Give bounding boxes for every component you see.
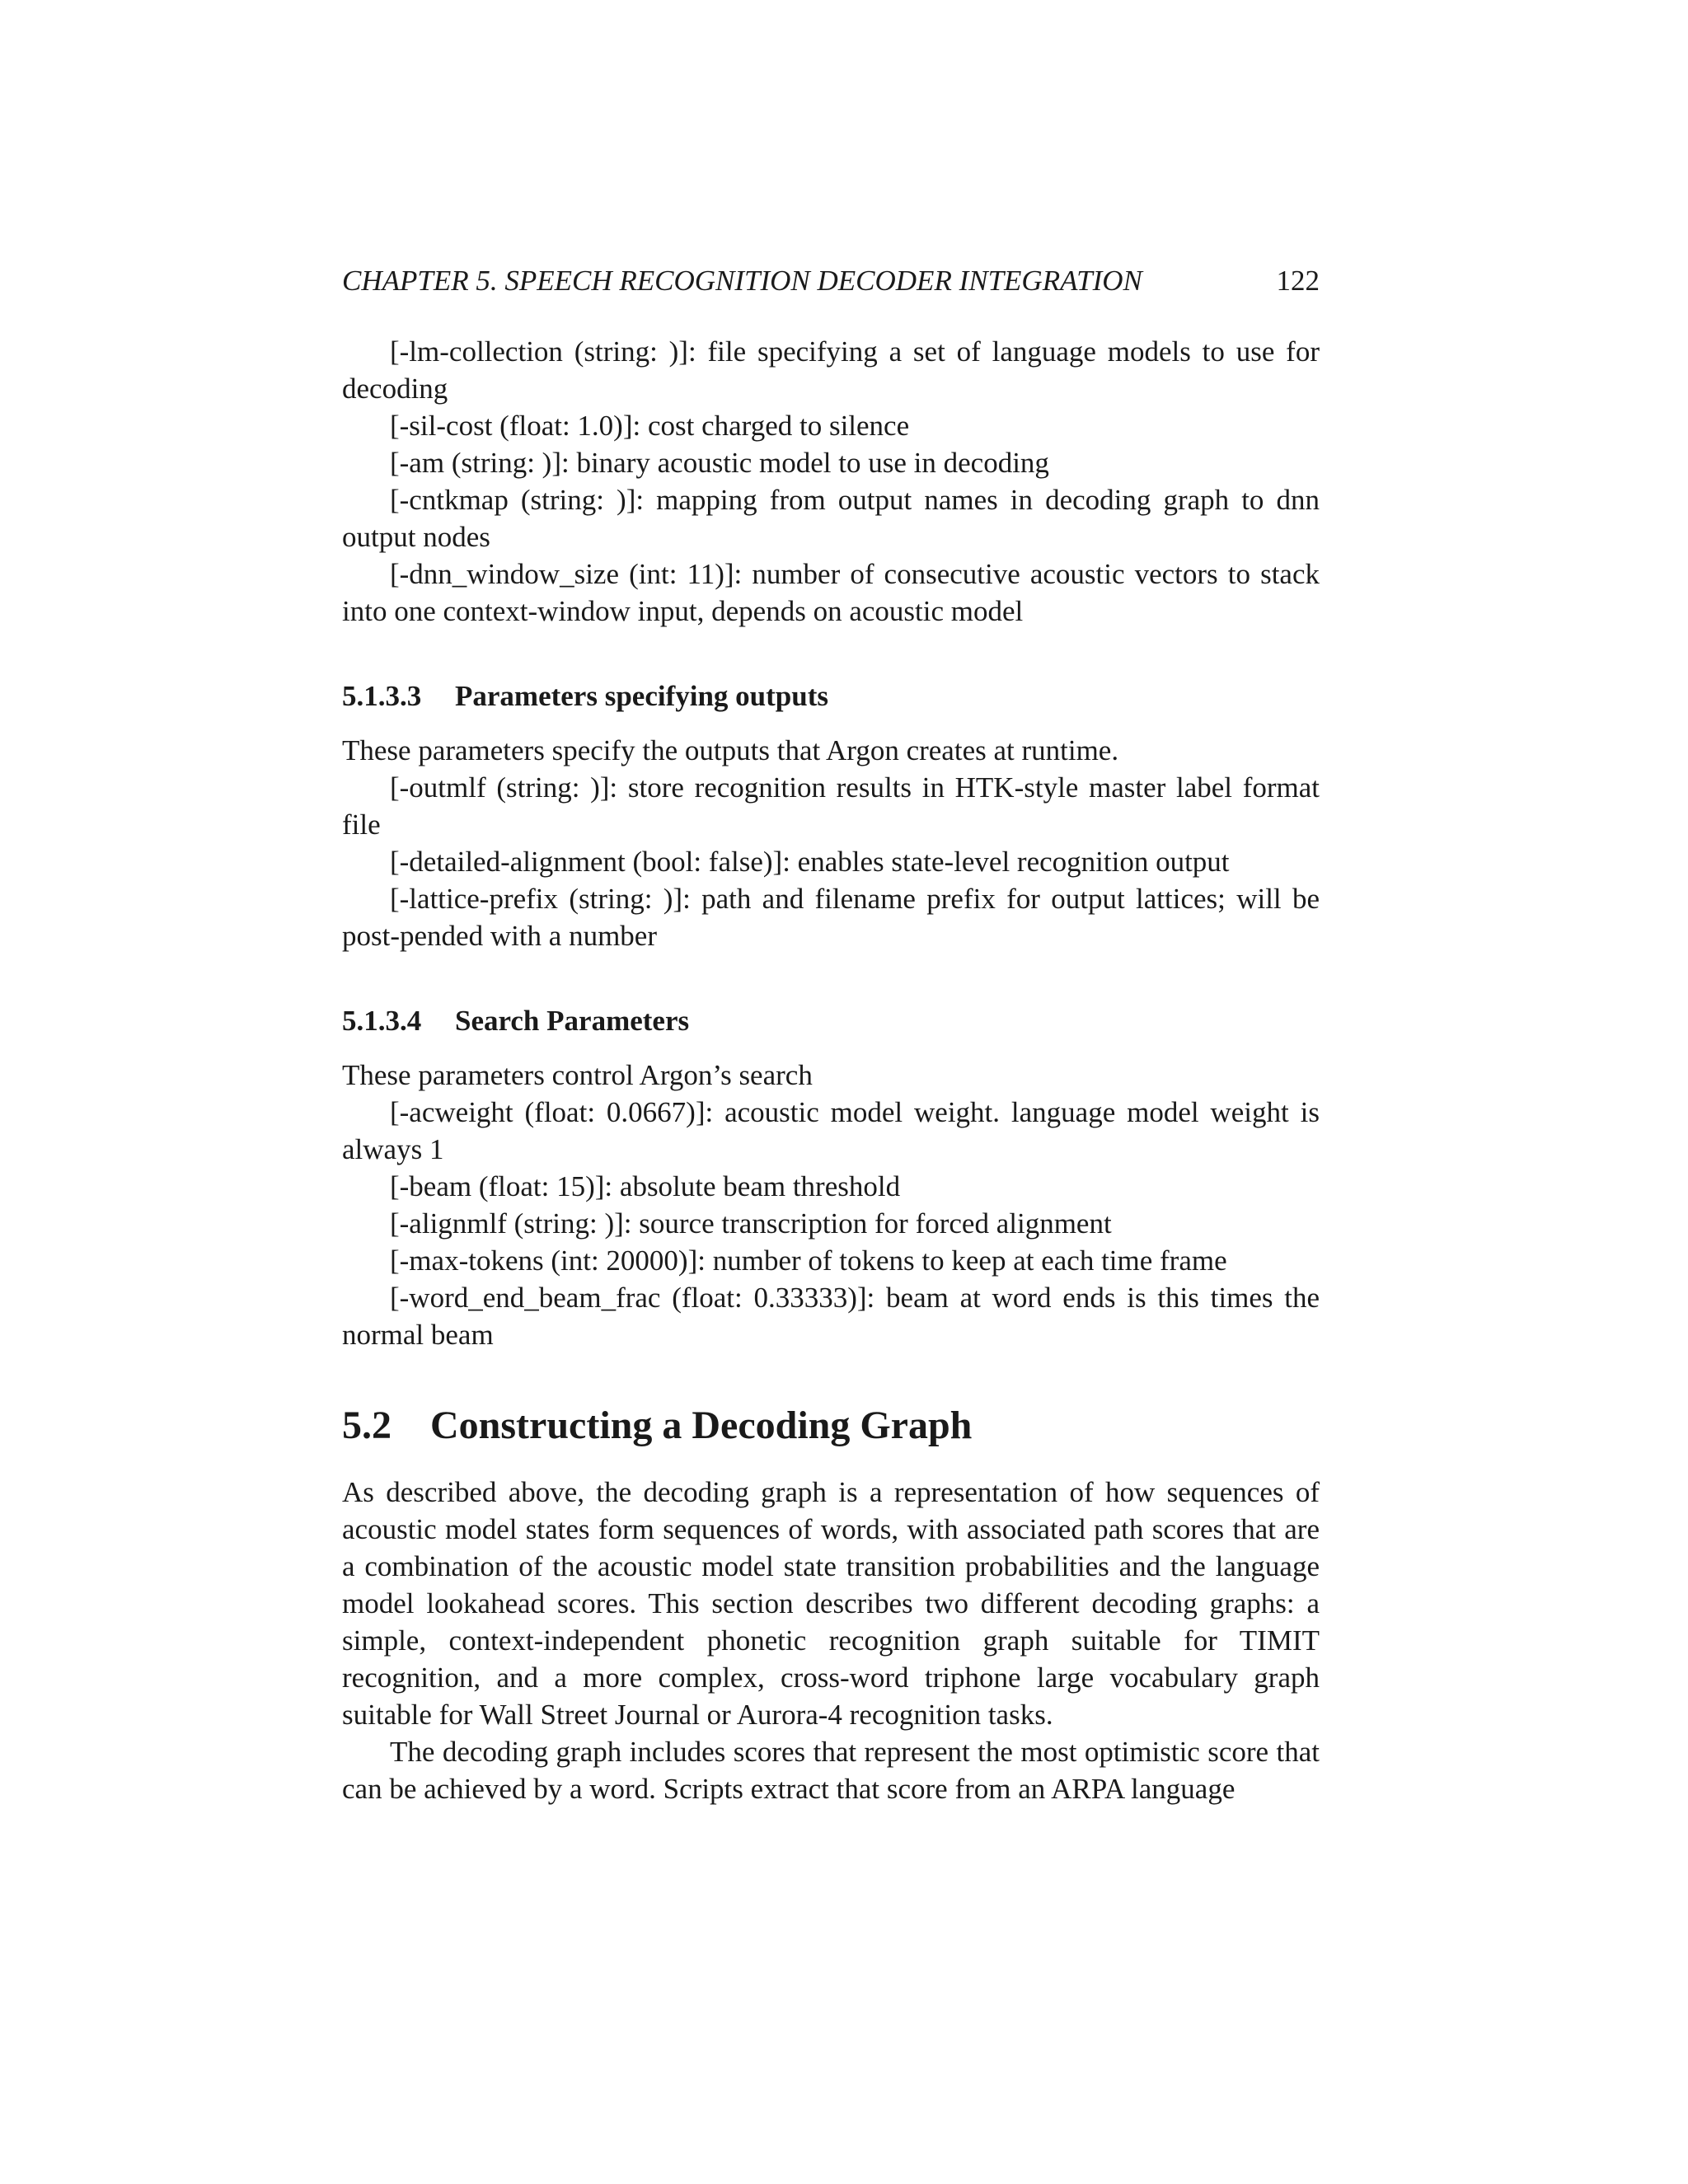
page-number: 122	[1276, 265, 1320, 297]
running-header	[342, 262, 1320, 300]
subsection-intro: These parameters specify the outputs that Argon creates at runtime.	[342, 734, 1119, 766]
section-number: 5.2	[342, 1404, 392, 1447]
body-paragraph: The decoding graph includes scores that represent the most optimistic score that can be achieved by a word. Scripts extract that score from an ARPA language	[342, 1736, 1320, 1805]
subsection-title: Search Parameters	[455, 1005, 690, 1037]
parameter-entry: [-detailed-alignment (bool: false)]: enables state-level recognition output	[390, 846, 1230, 878]
subsection-heading-outputs	[342, 677, 1320, 715]
subsection-title: Parameters specifying outputs	[455, 680, 829, 712]
parameter-entry: [-lm-collection (string: )]: file specifying a set of language models to use for decoding	[342, 335, 1320, 405]
parameter-entry: [-cntkmap (string: )]: mapping from output names in decoding graph to dnn output nodes	[342, 484, 1320, 553]
subsection-heading-search	[342, 1002, 1320, 1040]
subsection-intro: These parameters control Argon’s search	[342, 1059, 813, 1091]
parameter-entry: [-max-tokens (int: 20000)]: number of tokens to keep at each time frame	[390, 1244, 1227, 1277]
parameter-entry: [-sil-cost (float: 1.0)]: cost charged to silence	[390, 410, 910, 442]
chapter-title: CHAPTER 5. SPEECH RECOGNITION DECODER INTEGRATION	[342, 265, 1142, 297]
parameter-entry: [-beam (float: 15)]: absolute beam threshold	[390, 1170, 901, 1202]
parameter-entry: [-outmlf (string: )]: store recognition results in HTK-style master label format file	[342, 771, 1320, 841]
section-title: Constructing a Decoding Graph	[430, 1404, 973, 1447]
parameter-entry: [-word_end_beam_frac (float: 0.33333)]: beam at word ends is this times the normal beam	[342, 1282, 1320, 1351]
parameter-entry: [-alignmlf (string: )]: source transcription for forced alignment	[390, 1207, 1112, 1240]
search-parameter-list	[342, 1057, 1320, 1353]
subsection-number: 5.1.3.4	[342, 1005, 422, 1037]
subsection-number: 5.1.3.3	[342, 680, 422, 712]
parameter-entry: [-am (string: )]: binary acoustic model to use in decoding	[390, 447, 1049, 479]
section-body	[342, 1474, 1320, 1807]
output-parameter-list	[342, 732, 1320, 954]
decoding-parameter-list	[342, 333, 1320, 630]
body-paragraph: As described above, the decoding graph is a representation of how sequences of acoustic model states form sequences of words, with associated path scores that are a combination of the acoustic model state transition probabilities and the language model lookahead scores. This section describes two different decoding graphs: a simple, context-independent phonetic recognition graph suitable for TIMIT recognition, and a more complex, cross-word triphone large vocabulary graph suitable for Wall Street Journal or Aurora-4 recognition tasks.	[342, 1476, 1320, 1731]
section-heading	[342, 1401, 1320, 1451]
parameter-entry: [-dnn_window_size (int: 11)]: number of consecutive acoustic vectors to stack into one context-window input, depends on acoustic model	[342, 558, 1320, 627]
parameter-entry: [-acweight (float: 0.0667)]: acoustic model weight. language model weight is always 1	[342, 1096, 1320, 1165]
document-page	[342, 262, 1320, 1807]
parameter-entry: [-lattice-prefix (string: )]: path and filename prefix for output lattices; will be post-pended with a number	[342, 883, 1320, 952]
